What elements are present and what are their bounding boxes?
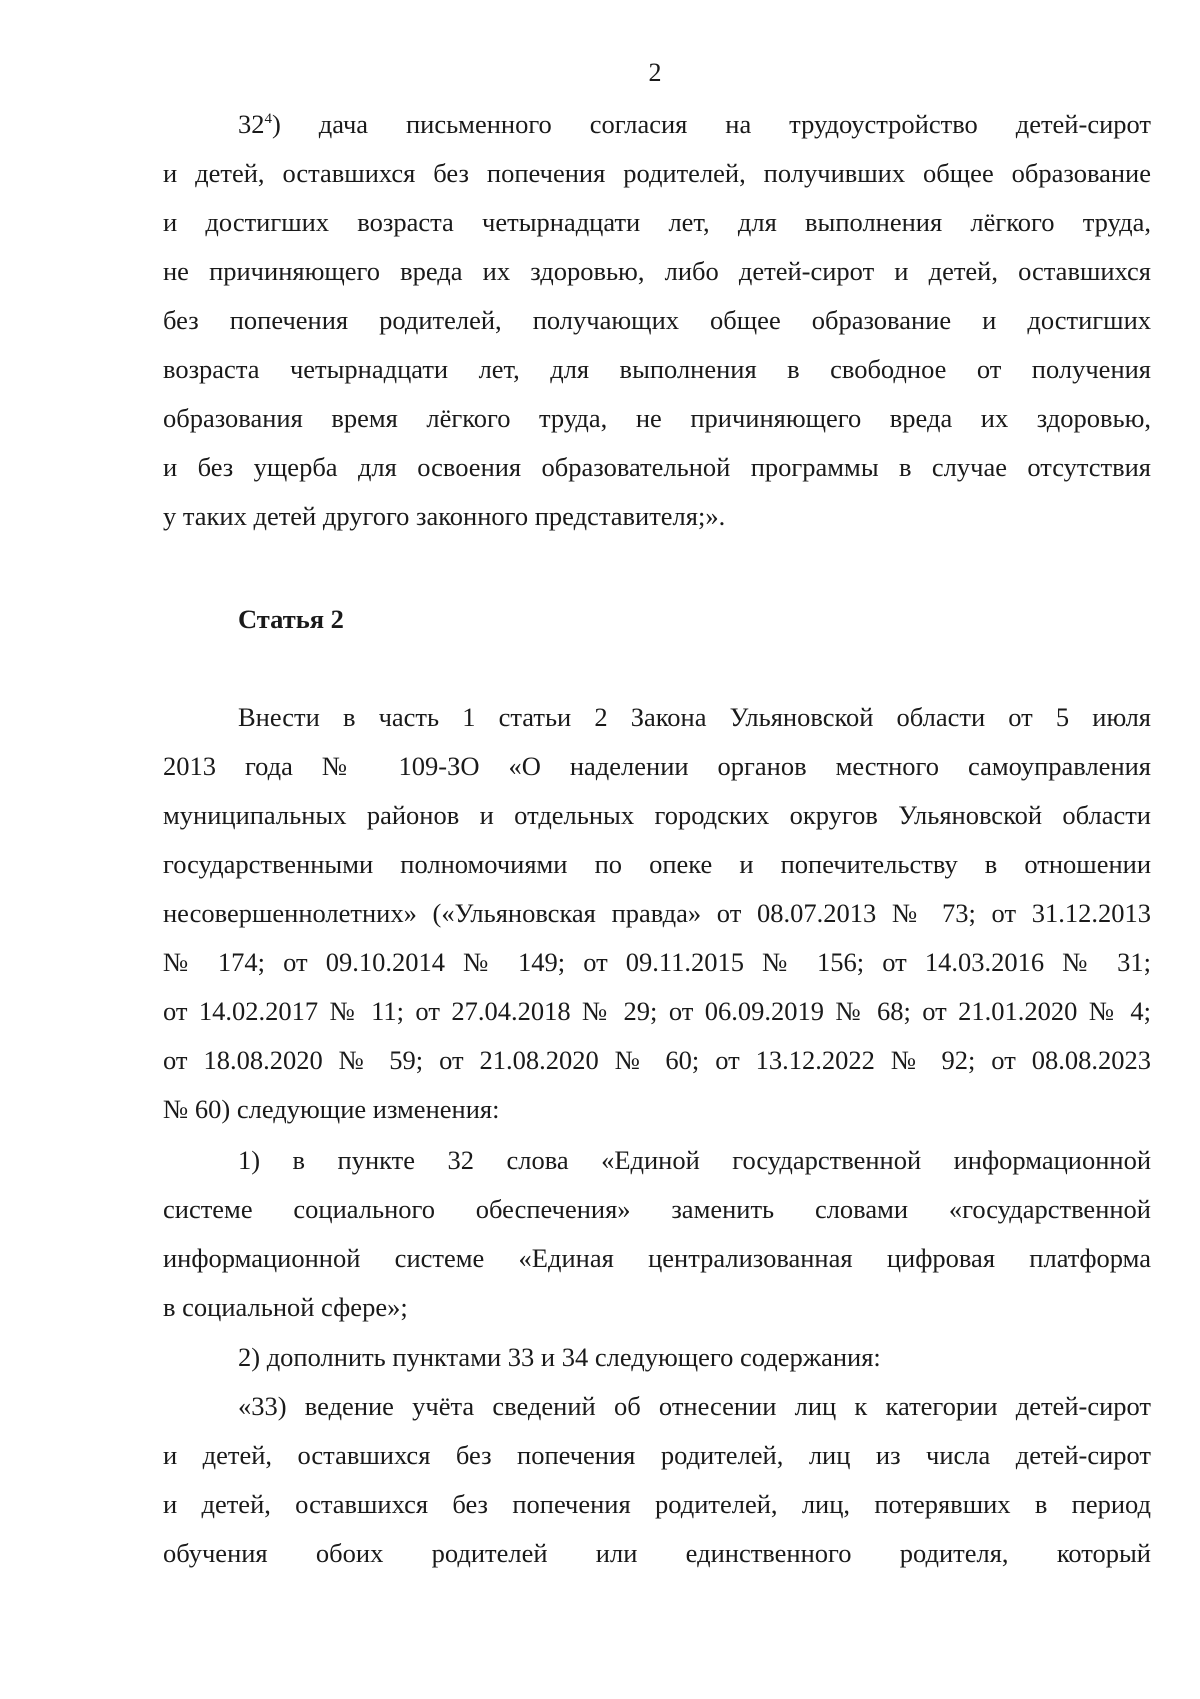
text-line: от 14.02.2017 № 11; от 27.04.2018 № 29; от 06.09.2019 № 68; от 21.01.2020 № 4; — [163, 996, 1151, 1026]
text-line: и без ущерба для освоения образовательной программы в случае отсутствия — [163, 452, 1151, 482]
text-line: муниципальных районов и отдельных городских округов Ульяновской области — [163, 800, 1151, 830]
text-line: «33) ведение учёта сведений об отнесении лиц к категории детей-сирот — [238, 1391, 1151, 1421]
text-line: без попечения родителей, получающих общее образование и достигших — [163, 305, 1151, 335]
text-line: Внести в часть 1 статьи 2 Закона Ульяновской области от 5 июля — [238, 702, 1151, 732]
paragraph-change-2 — [163, 1333, 1151, 1382]
paragraph-item-33 — [163, 1382, 1151, 1578]
paragraph-change-1 — [163, 1136, 1151, 1332]
text-line: системе социального обеспечения» заменить словами «государственной — [163, 1194, 1151, 1224]
text-line: и детей, оставшихся без попечения родителей, лиц, потерявших в период — [163, 1489, 1151, 1519]
paragraph-amendment-intro — [163, 693, 1151, 1134]
paragraph-item-32-4 — [163, 100, 1151, 541]
text-line: от 18.08.2020 № 59; от 21.08.2020 № 60; от 13.12.2022 № 92; от 08.08.2023 — [163, 1045, 1151, 1075]
text-line: несовершеннолетних» («Ульяновская правда» от 08.07.2013 № 73; от 31.12.2013 — [163, 898, 1151, 928]
text-line: не причиняющего вреда их здоровью, либо детей-сирот и детей, оставшихся — [163, 256, 1151, 286]
text-line: возраста четырнадцати лет, для выполнения в свободное от получения — [163, 354, 1151, 384]
text-line: у таких детей другого законного представителя;». — [163, 501, 726, 531]
text-line: № 174; от 09.10.2014 № 149; от 09.11.2015 № 156; от 14.03.2016 № 31; — [163, 947, 1151, 977]
text-line: $32^4$) дача письменного согласия на трудоустройство детей-сирот — [238, 109, 1151, 139]
superscript: 4 — [264, 111, 272, 127]
text-line: обучения обоих родителей или единственного родителя, который — [163, 1538, 1151, 1568]
text-line: и детей, оставшихся без попечения родителей, получивших общее образование — [163, 158, 1151, 188]
text-line: образования время лёгкого труда, не причиняющего вреда их здоровью, — [163, 403, 1151, 433]
page-number: 2 — [648, 58, 662, 87]
text-line: 2013 года № 109-ЗО «О наделении органов местного самоуправления — [163, 751, 1151, 781]
article-heading: Статья 2 — [238, 604, 344, 634]
text-line: 1) в пункте 32 слова «Единой государственной информационной — [238, 1145, 1151, 1175]
text-line: и детей, оставшихся без попечения родителей, лиц из числа детей-сирот — [163, 1440, 1151, 1470]
text-line: информационной системе «Единая централизованная цифровая платформа — [163, 1243, 1151, 1273]
text-line: и достигших возраста четырнадцати лет, для выполнения лёгкого труда, — [163, 207, 1151, 237]
text-line: 2) дополнить пунктами 33 и 34 следующего содержания: — [238, 1342, 881, 1372]
text-line: государственными полномочиями по опеке и попечительству в отношении — [163, 849, 1151, 879]
text-line: № 60) следующие изменения: — [163, 1094, 500, 1124]
text-line: в социальной сфере»; — [163, 1292, 408, 1322]
